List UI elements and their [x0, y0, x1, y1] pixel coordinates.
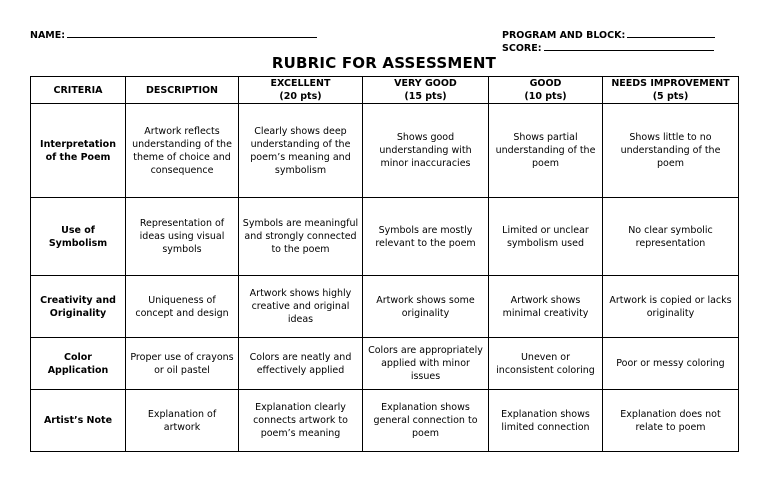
description-cell: Artwork reflects understanding of the theme of choice and consequence — [126, 104, 239, 198]
score-blank-line[interactable] — [544, 42, 714, 51]
name-blank-line[interactable] — [67, 29, 317, 38]
very-good-cell: Symbols are mostly relevant to the poem — [363, 198, 489, 276]
table-header-row — [31, 77, 739, 104]
excellent-cell: Explanation clearly connects artwork to poem’s meaning — [239, 390, 363, 452]
needs-improvement-cell: No clear symbolic representation — [603, 198, 739, 276]
description-cell: Explanation of artwork — [126, 390, 239, 452]
table-row — [31, 338, 739, 390]
very-good-cell: Colors are appropriately applied with minor issues — [363, 338, 489, 390]
column-header-needs-improvement: NEEDS IMPROVEMENT (5 pts) — [603, 77, 739, 104]
score-label: SCORE: — [502, 43, 542, 54]
description-cell: Representation of ideas using visual symbols — [126, 198, 239, 276]
criteria-cell: Color Application — [31, 338, 126, 390]
criteria-cell: Creativity and Originality — [31, 276, 126, 338]
page-title: RUBRIC FOR ASSESSMENT — [271, 54, 497, 72]
program-block-field[interactable] — [502, 29, 715, 41]
excellent-cell: Clearly shows deep understanding of the poem’s meaning and symbolism — [239, 104, 363, 198]
needs-improvement-cell: Poor or messy coloring — [603, 338, 739, 390]
criteria-cell: Interpretation of the Poem — [31, 104, 126, 198]
column-header-good: GOOD (10 pts) — [489, 77, 603, 104]
description-cell: Proper use of crayons or oil pastel — [126, 338, 239, 390]
very-good-cell: Shows good understanding with minor inaccuracies — [363, 104, 489, 198]
good-cell: Explanation shows limited connection — [489, 390, 603, 452]
excellent-cell: Colors are neatly and effectively applied — [239, 338, 363, 390]
table-row — [31, 276, 739, 338]
good-cell: Limited or unclear symbolism used — [489, 198, 603, 276]
criteria-cell: Artist’s Note — [31, 390, 126, 452]
column-header-criteria: CRITERIA — [31, 77, 126, 104]
table-row — [31, 390, 739, 452]
description-cell: Uniqueness of concept and design — [126, 276, 239, 338]
excellent-cell: Symbols are meaningful and strongly connected to the poem — [239, 198, 363, 276]
name-label: NAME: — [30, 30, 66, 41]
table-row — [31, 198, 739, 276]
score-field[interactable] — [502, 42, 714, 54]
column-header-excellent: EXCELLENT (20 pts) — [239, 77, 363, 104]
needs-improvement-cell: Explanation does not relate to poem — [603, 390, 739, 452]
table-row — [31, 104, 739, 198]
very-good-cell: Explanation shows general connection to poem — [363, 390, 489, 452]
criteria-cell: Use of Symbolism — [31, 198, 126, 276]
program-block-label: PROGRAM AND BLOCK: — [502, 30, 626, 41]
good-cell: Artwork shows minimal creativity — [489, 276, 603, 338]
program-block-blank-line[interactable] — [627, 29, 715, 38]
needs-improvement-cell: Artwork is copied or lacks originality — [603, 276, 739, 338]
good-cell: Shows partial understanding of the poem — [489, 104, 603, 198]
column-header-description: DESCRIPTION — [126, 77, 239, 104]
good-cell: Uneven or inconsistent coloring — [489, 338, 603, 390]
name-field[interactable] — [30, 29, 317, 41]
very-good-cell: Artwork shows some originality — [363, 276, 489, 338]
rubric-table — [30, 76, 739, 452]
excellent-cell: Artwork shows highly creative and original ideas — [239, 276, 363, 338]
needs-improvement-cell: Shows little to no understanding of the poem — [603, 104, 739, 198]
column-header-very-good: VERY GOOD (15 pts) — [363, 77, 489, 104]
